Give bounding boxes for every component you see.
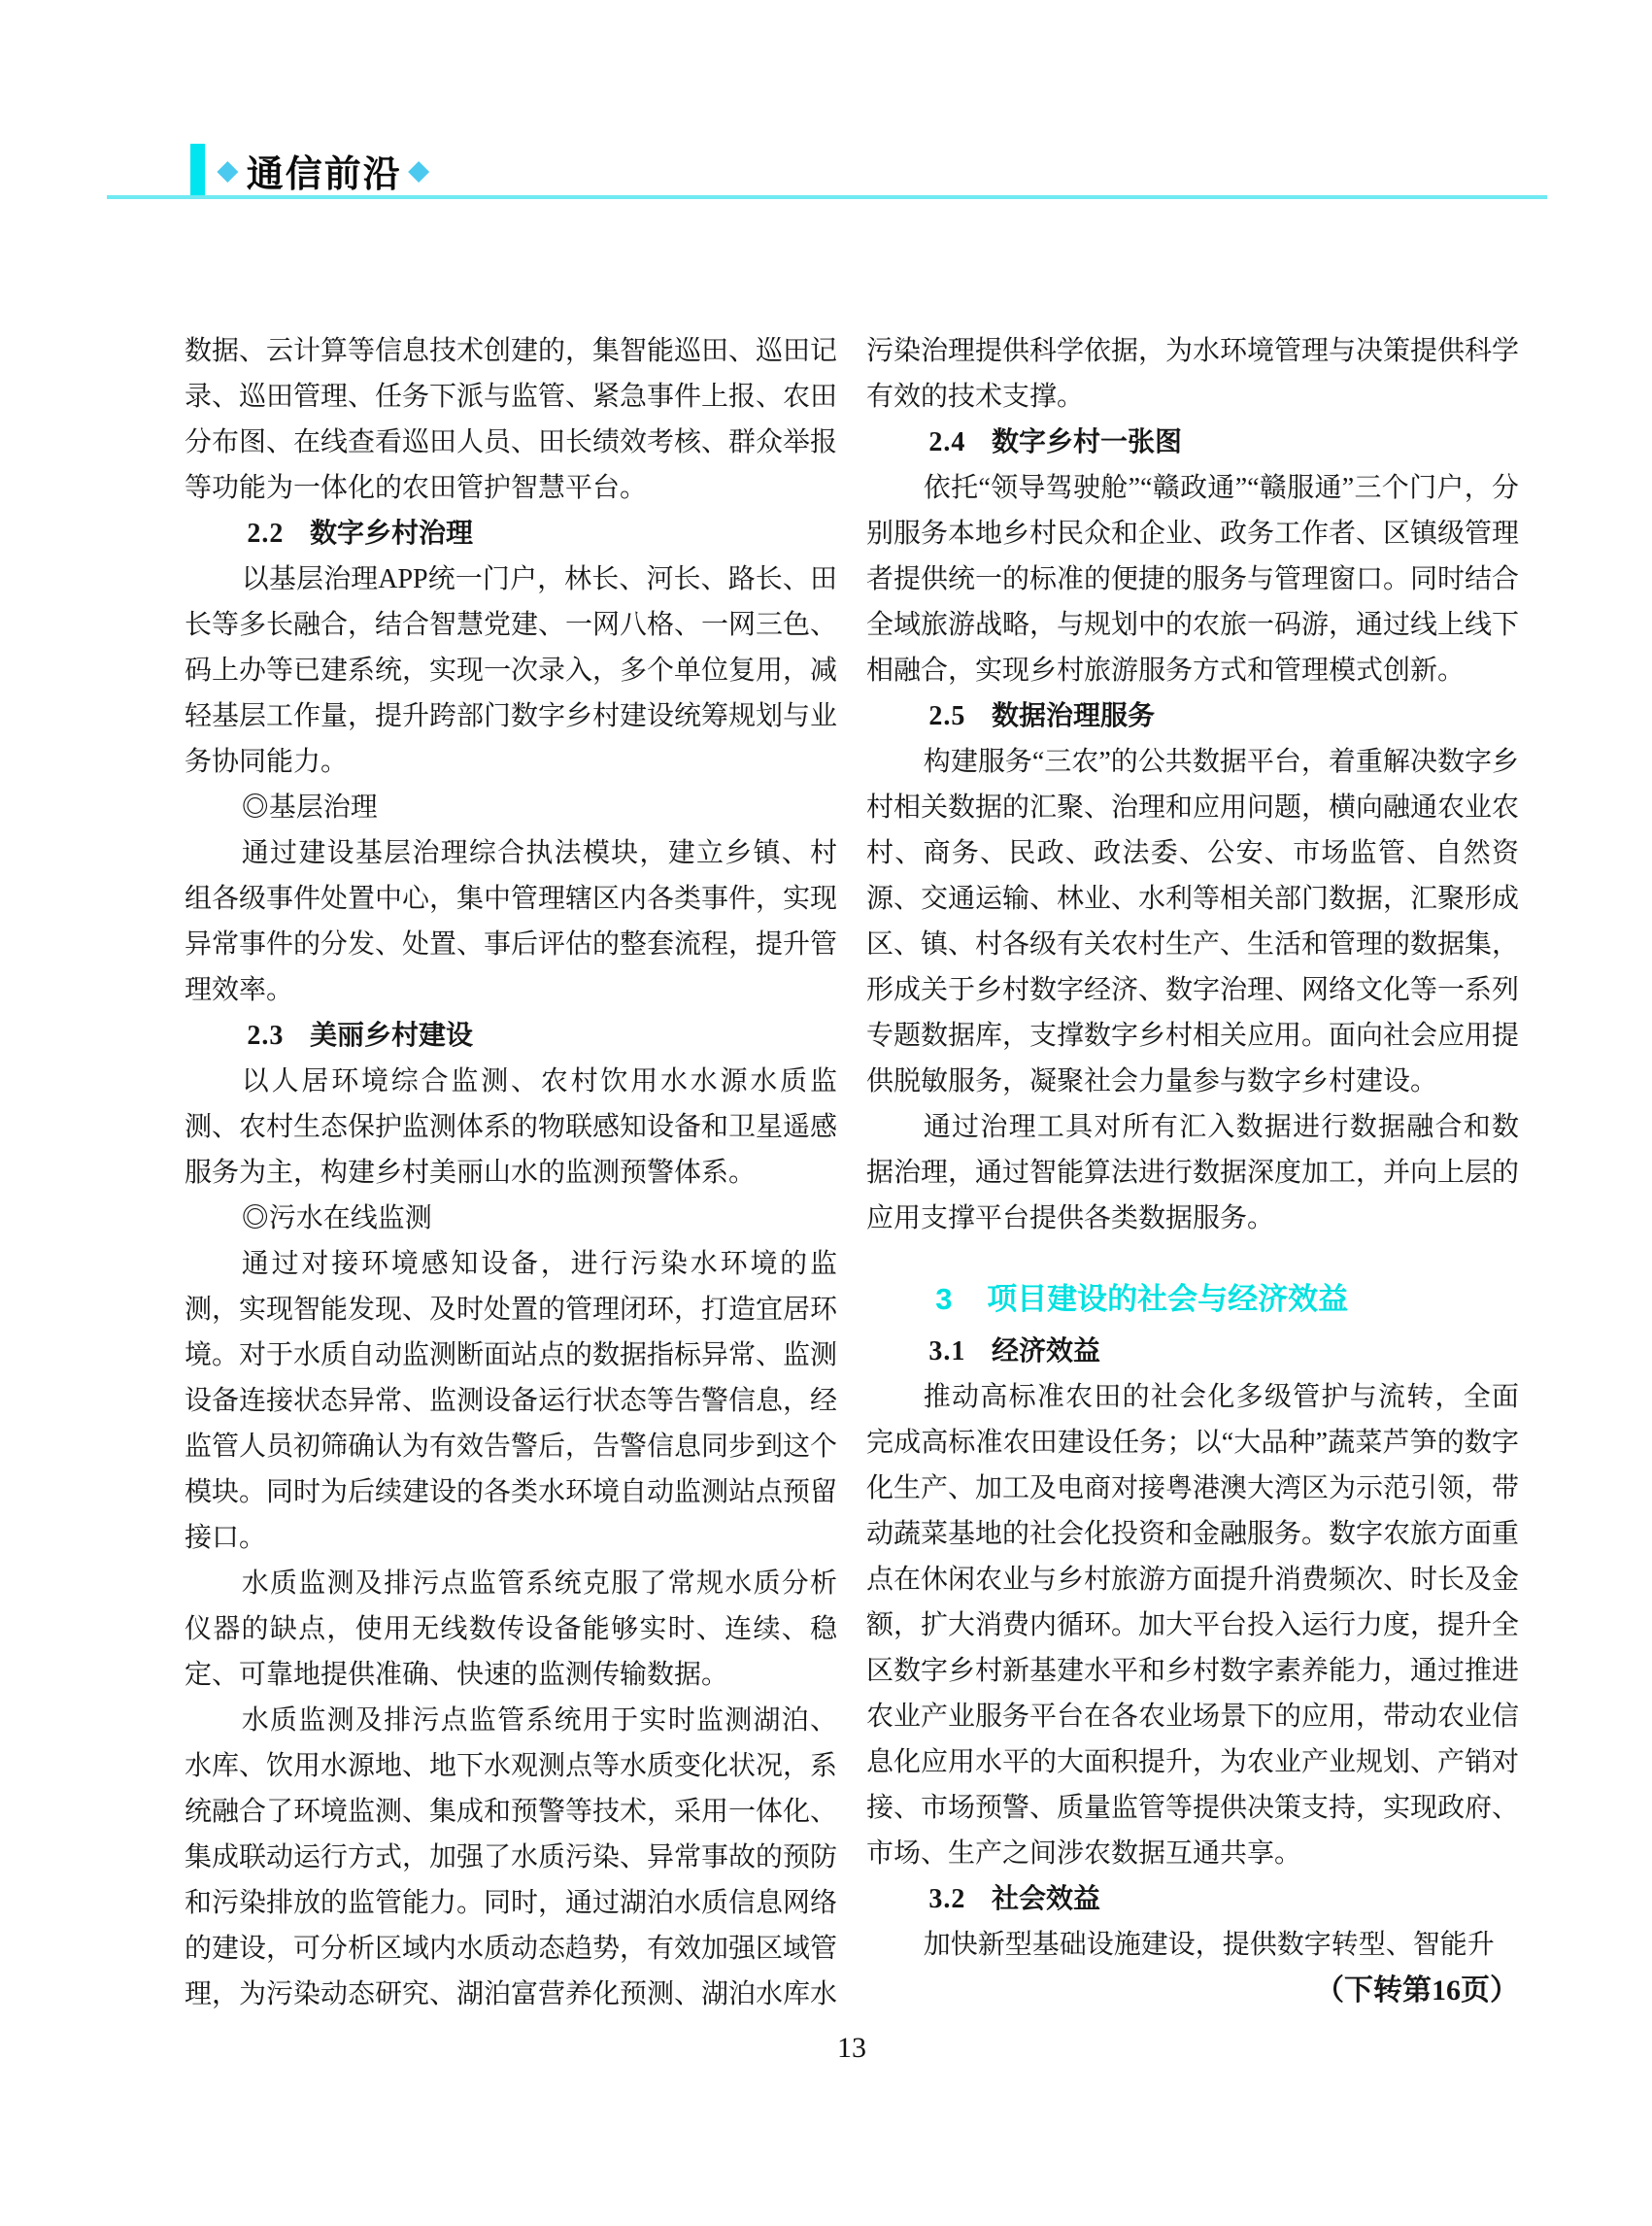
body-paragraph: 水质监测及排污点监管系统用于实时监测湖泊、水库、饮用水源地、地下水观测点等水质变化状况，系统融合了环境监测、集成和预警等技术，采用一体化、集成联动运行方式，加强了水质污染、异常事故的预防和污染排放的监管能力。同时，通过湖泊水质信息网络的建设，可分析区域内水质动态趋势，有效加强区域管理，为污染动态研究、湖泊富营养化预测、湖泊水库水 — [185, 1705, 838, 2009]
sub-heading — [866, 693, 1519, 739]
heading-number: 2.4 — [928, 427, 966, 457]
body-paragraph: 以基层治理APP统一门户，林长、河长、路长、田长等多长融合，结合智慧党建、一网八格、一网三色、码上办等已建系统，实现一次录入，多个单位复用，减轻基层工作量，提升跨部门数字乡村建设统筹规划与业务协同能力。 — [185, 564, 838, 777]
diamond-icon: ◆ — [218, 154, 240, 185]
sub-heading — [185, 1013, 837, 1059]
sub-heading — [866, 1876, 1519, 1922]
body-paragraph: 污染治理提供科学依据，为水环境管理与决策提供科学有效的技术支撑。 — [866, 336, 1520, 412]
body-paragraph: 通过建设基层治理综合执法模块，建立乡镇、村组各级事件处置中心，集中管理辖区内各类事件，实现异常事件的分发、处置、事后评估的整套流程，提升管理效率。 — [185, 838, 838, 1005]
body-paragraph: 水质监测及排污点监管系统克服了常规水质分析仪器的缺点，使用无线数传设备能够实时、连续、稳定、可靠地提供准确、快速的监测传输数据。 — [185, 1568, 837, 1690]
heading-number: 3.2 — [928, 1884, 966, 1914]
left-column — [185, 328, 837, 2017]
body-paragraph: 通过治理工具对所有汇入数据进行数据融合和数据治理，通过智能算法进行数据深度加工，并向上层的应用支撑平台提供各类数据服务。 — [866, 1112, 1520, 1233]
heading-number: 2.3 — [247, 1021, 285, 1051]
page-header — [218, 142, 431, 198]
heading-title: 项目建设的社会与经济效益 — [987, 1282, 1349, 1316]
heading-title: 数据治理服务 — [991, 701, 1155, 731]
header-rule-line — [107, 195, 1547, 199]
section-label: 通信前沿 — [246, 153, 402, 195]
body-paragraph: 推动高标准农田的社会化多级管护与流转，全面完成高标准农田建设任务；以“大品种”蔬菜芦笋的数字化生产、加工及电商对接粤港澳大湾区为示范引领，带动蔬菜基地的社会化投资和金融服务。数字农旅方面重点在休闲农业与乡村旅游方面提升消费频次、时长及金额，扩大消费内循环。加大平台投入运行力度，提升全区数字乡村新基建水平和乡村数字素养能力，通过推进农业产业服务平台在各农业场景下的应用，带动农业信息化应用水平的大面积提升，为农业产业规划、产销对接、市场预警、质量监管等提供决策支持，实现政府、市场、生产之间涉农数据互通共享。 — [866, 1382, 1520, 1869]
heading-number: 3 — [935, 1282, 953, 1316]
sub-heading — [866, 1329, 1519, 1374]
sub-heading — [866, 420, 1519, 465]
header-accent-bar — [190, 144, 205, 199]
body-paragraph: ◎污水在线监测 — [241, 1203, 432, 1233]
body-paragraph: 构建服务“三农”的公共数据平台，着重解决数字乡村相关数据的汇聚、治理和应用问题，横向融通农业农村、商务、民政、政法委、公安、市场监管、自然资源、交通运输、林业、水利等相关部门数据，汇聚形成区、镇、村各级有关农村生产、生活和管理的数据集，形成关于乡村数字经济、数字治理、网络文化等一系列专题数据库，支撑数字乡村相关应用。面向社会应用提供脱敏服务，凝聚社会力量参与数字乡村建设。 — [866, 747, 1520, 1096]
body-paragraph: 加快新型基础设施建设，提供数字转型、智能升 — [923, 1930, 1495, 1960]
body-paragraph: 以人居环境综合监测、农村饮用水水源水质监测、农村生态保护监测体系的物联感知设备和卫星遥感服务为主，构建乡村美丽山水的监测预警体系。 — [185, 1066, 838, 1188]
page-number: 13 — [837, 2032, 866, 2064]
body-paragraph: 依托“领导驾驶舱”“赣政通”“赣服通”三个门户，分别服务本地乡村民众和企业、政务工作者、区镇级管理者提供统一的标准的便捷的服务与管理窗口。同时结合全域旅游战略，与规划中的农旅一码游，通过线上线下相融合，实现乡村旅游服务方式和管理模式创新。 — [866, 473, 1520, 686]
heading-title: 数字乡村一张图 — [991, 427, 1182, 457]
article-body — [185, 328, 1519, 2017]
body-paragraph: 数据、云计算等信息技术创建的，集智能巡田、巡田记录、巡田管理、任务下派与监管、紧急事件上报、农田分布图、在线查看巡田人员、田长绩效考核、群众举报等功能为一体化的农田管护智慧平台。 — [185, 336, 838, 503]
right-column — [866, 328, 1519, 2017]
heading-number: 2.2 — [247, 519, 285, 549]
heading-number: 3.1 — [928, 1336, 966, 1366]
section-heading — [866, 1278, 1519, 1321]
heading-title: 数字乡村治理 — [309, 519, 473, 549]
body-paragraph: 通过对接环境感知设备，进行污染水环境的监测，实现智能发现、及时处置的管理闭环，打造宜居环境。对于水质自动监测断面站点的数据指标异常、监测设备连接状态异常、监测设备运行状态等告警信息，经监管人员初筛确认为有效告警后，告警信息同步到这个模块。同时为后续建设的各类水环境自动监测站点预留接口。 — [185, 1249, 838, 1553]
heading-title: 经济效益 — [991, 1336, 1100, 1366]
heading-title: 社会效益 — [991, 1884, 1100, 1914]
diamond-icon: ◆ — [408, 154, 431, 185]
heading-title: 美丽乡村建设 — [309, 1021, 473, 1051]
body-paragraph: ◎基层治理 — [241, 793, 378, 823]
continued-on-note: （下转第16页） — [1315, 1974, 1519, 2007]
sub-heading — [185, 511, 837, 556]
heading-number: 2.5 — [928, 701, 966, 731]
